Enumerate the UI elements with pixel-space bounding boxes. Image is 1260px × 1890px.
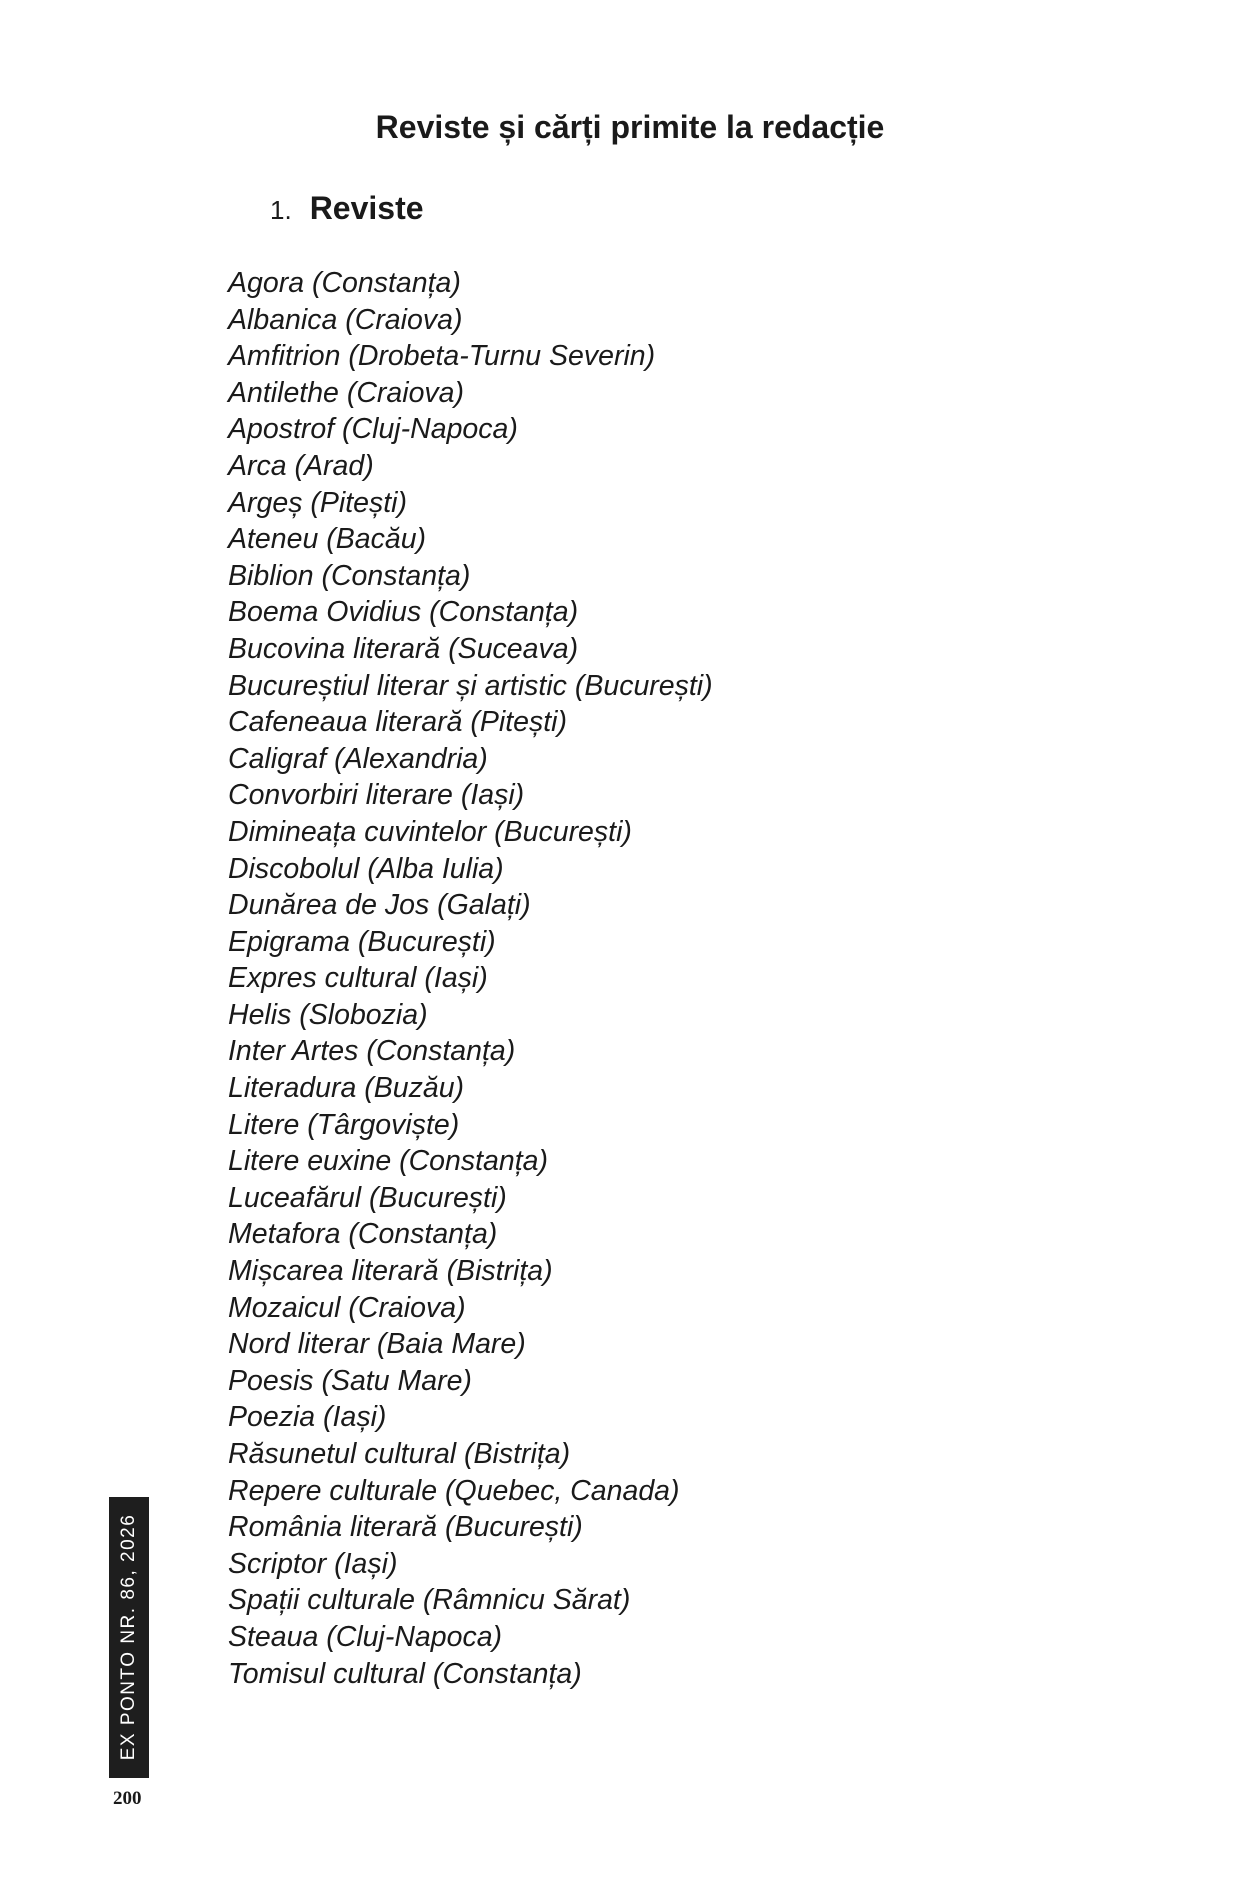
list-item: Răsunetul cultural (Bistrița) (228, 1438, 571, 1470)
list-item: Literadura (Buzău) (228, 1072, 465, 1105)
list-item: Epigrama (București) (228, 925, 496, 958)
running-head: EX PONTO NR. 86, 2026 (118, 1513, 139, 1761)
list-item: Mișcarea literară (Bistrița) (228, 1255, 553, 1288)
list-item: Nord literar (Baia Mare) (228, 1328, 526, 1361)
list-item: Luceafărul (București) (228, 1181, 507, 1214)
list-item: Boema Ovidius (Constanța) (228, 596, 579, 629)
list-item: Helis (Slobozia) (228, 998, 428, 1031)
list-item: Litere euxine (Constanța) (228, 1145, 549, 1178)
list-item: Dunărea de Jos (Galați) (228, 889, 531, 922)
list-item: Expres cultural (Iași) (228, 962, 488, 995)
list-item: Convorbiri literare (Iași) (228, 779, 525, 812)
page-number: 200 (113, 1788, 142, 1809)
list-item: Argeș (Pitești) (228, 486, 407, 519)
list-item: Poezia (Iași) (228, 1401, 387, 1434)
list-item: Repere culturale (Quebec, Canada) (228, 1474, 680, 1507)
list-item: Poesis (Satu Mare) (228, 1364, 472, 1397)
list-item: Agora (Constanța) (228, 267, 461, 299)
section-number: 1. (270, 195, 292, 225)
list-item: Arca (Arad) (228, 449, 374, 482)
list-item: Steaua (Cluj-Napoca) (228, 1620, 503, 1653)
list-item: Spații culturale (Râmnicu Sărat) (228, 1584, 631, 1617)
list-item: Tomisul cultural (Constanța) (228, 1657, 582, 1690)
page-title: Reviste și cărți primite la redacție (375, 109, 885, 145)
list-item: Cafeneaua literară (Pitești) (228, 706, 567, 739)
list-item: Antilethe (Craiova) (228, 376, 465, 409)
list-item: Ateneu (Bacău) (228, 523, 427, 556)
list-item: Scriptor (Iași) (228, 1547, 398, 1580)
list-item: Dimineața cuvintelor (București) (228, 815, 632, 848)
list-item: Bucureștiul literar și artistic (București) (228, 669, 713, 702)
running-head-bar (109, 1497, 149, 1778)
list-item: Discobolul (Alba Iulia) (228, 852, 504, 885)
magazine-list (228, 265, 713, 1692)
list-item: Caligraf (Alexandria) (228, 742, 488, 775)
list-item: Inter Artes (Constanța) (228, 1035, 516, 1068)
list-item: Litere (Târgoviște) (228, 1108, 460, 1141)
list-item: România literară (București) (228, 1511, 583, 1544)
list-item: Albanica (Craiova) (228, 303, 463, 336)
list-item: Mozaicul (Craiova) (228, 1291, 466, 1324)
section-heading (270, 188, 424, 230)
list-item: Metafora (Constanța) (228, 1218, 498, 1251)
section-label: Reviste (309, 190, 424, 226)
list-item: Apostrof (Cluj-Napoca) (228, 413, 518, 446)
list-item: Biblion (Constanța) (228, 559, 471, 592)
list-item: Bucovina literară (Suceava) (228, 632, 579, 665)
list-item: Amfitrion (Drobeta-Turnu Severin) (228, 340, 656, 373)
